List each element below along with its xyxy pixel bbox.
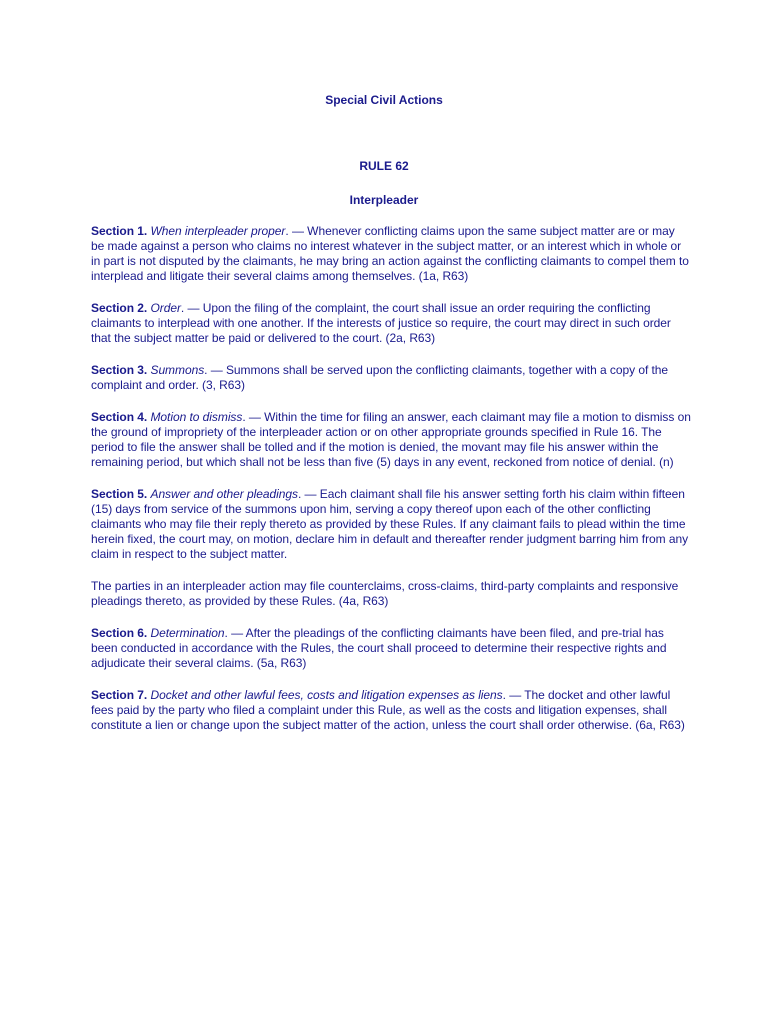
rule-subtitle: Interpleader — [349, 193, 419, 207]
document-title: Special Civil Actions — [325, 93, 443, 107]
section-label: Section 2. — [91, 301, 148, 315]
document-body — [91, 224, 691, 750]
section-text: . — Within the time for filing an answer, each claimant may file a motion to dismiss on the ground of impropriety of the interpleader action or on other appropriate grounds specified in Rule 16. The period to file the answer shall be tolled and if the motion is denied, the movant may file his answer within the remaining period, but which shall not be less than five (5) days in any event, reckoned from notice of denial. (n) — [91, 410, 691, 469]
section-text: . — Upon the filing of the complaint, the court shall issue an order requiring the conflicting claimants to interplead with one another. If the interests of justice so require, the court may direct in such order that the subject matter be paid or delivered to the court. (2a, R63) — [91, 301, 671, 345]
section-text: The parties in an interpleader action may file counterclaims, cross-claims, third-party complaints and responsive pleadings thereto, as provided by these Rules. (4a, R63) — [91, 579, 679, 608]
section-1 — [91, 224, 691, 284]
section-title: Docket and other lawful fees, costs and litigation expenses as liens — [150, 688, 503, 702]
section-text: . — Each claimant shall file his answer setting forth his claim within fifteen (15) days from service of the summons upon him, serving a copy thereof upon each of the other conflicting claimants who may file their reply thereto as provided by these Rules. If any claimant fails to plead within the time herein fixed, the court may, on motion, declare him in default and thereafter render judgment barring him from any claim in respect to the subject matter. — [91, 487, 689, 561]
section-text: . — Whenever conflicting claims upon the same subject matter are or may be made against a person who claims no interest whatever in the subject matter, or an interest which in whole or in part is not disputed by the claimants, he may bring an action against the conflicting claimants to compel them to interplead and litigate their several claims among themselves. (1a, R63) — [91, 224, 689, 283]
section-title: Summons — [150, 363, 205, 377]
section-title: Determination — [150, 626, 225, 640]
section-label: Section 3. — [91, 363, 148, 377]
section-4 — [91, 410, 691, 470]
section-7 — [91, 688, 691, 733]
section-label: Section 5. — [91, 487, 148, 501]
section-title: Answer and other pleadings — [150, 487, 298, 501]
section-label: Section 4. — [91, 410, 148, 424]
section-title: When interpleader proper — [150, 224, 286, 238]
section-label: Section 7. — [91, 688, 148, 702]
section-label: Section 6. — [91, 626, 148, 640]
section-label: Section 1. — [91, 224, 148, 238]
section-5 — [91, 487, 691, 562]
section-text: . — Summons shall be served upon the conflicting claimants, together with a copy of the complaint and order. (3, R63) — [91, 363, 669, 392]
rule-number: RULE 62 — [359, 159, 409, 173]
section-title: Order — [150, 301, 181, 315]
section-5-continuation — [91, 579, 691, 609]
section-2 — [91, 301, 691, 346]
section-text: . — After the pleadings of the conflicting claimants have been filed, and pre-trial has been conducted in accordance with the Rules, the court shall proceed to determine their respective rights and adjudicate their several claims. (5a, R63) — [91, 626, 667, 670]
section-6 — [91, 626, 691, 671]
section-text: . — The docket and other lawful fees paid by the party who filed a complaint under this Rule, as well as the costs and litigation expenses, shall constitute a lien or change upon the subject matter of the action, unless the court shall order otherwise. (6a, R63) — [91, 688, 685, 732]
section-title: Motion to dismiss — [150, 410, 243, 424]
section-3 — [91, 363, 691, 393]
